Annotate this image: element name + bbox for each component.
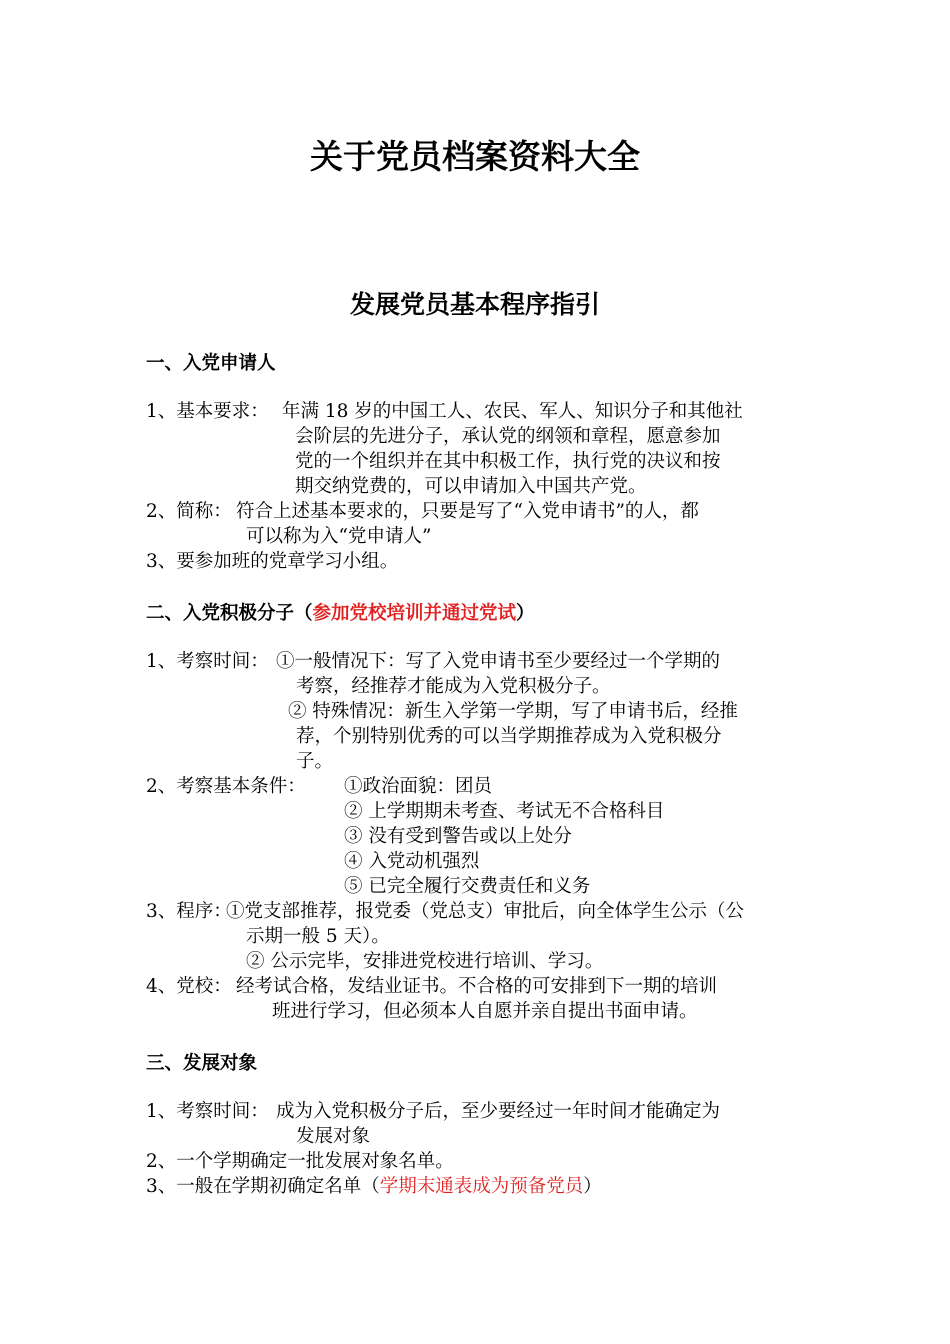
s3-p3-note: 学期末通表成为预备党员 [379,1176,584,1197]
s2-p1-line: 子。 [296,751,334,772]
s2-p4-label: 4、党校： [146,976,232,997]
s2-p2-item: ①政治面貌：团员 [344,776,493,797]
s1-p1-line: 年满 18 岁的中国工人、农民、军人、知识分子和其他社 [282,401,743,422]
s3-p2: 2、一个学期确定一批发展对象名单。 [146,1151,454,1172]
s3-p3-end: ） [583,1176,602,1197]
page-subtitle: 发展党员基本程序指引 [349,290,600,319]
s1-p2-label: 2、简称： [146,501,232,522]
page-title: 关于党员档案资料大全 [310,137,640,176]
section-heading-activist [146,599,535,625]
s2-p1-line: ② 特殊情况：新生入学第一学期，写了申请书后，经推 [288,701,738,722]
s2-p2-label: 2、考察基本条件： [146,776,306,797]
s2-p1-line: 考察，经推荐才能成为入党积极分子。 [296,676,611,697]
s3-p3 [146,1174,602,1199]
s2-p3-line: ①党支部推荐，报党委（党总支）审批后，向全体学生公示（公 [226,901,745,922]
s2-p2-item: ④ 入党动机强烈 [344,851,480,872]
s2-heading-end: ） [516,603,535,624]
section-heading-candidate: 三、发展对象 [146,1053,258,1074]
s1-p1-label: 1、基本要求： [146,401,269,422]
s2-heading-note: 参加党校培训并通过党试 [312,603,517,624]
s2-p2-item: ③ 没有受到警告或以上处分 [344,826,572,847]
s2-p3-line: 示期一般 5 天）。 [246,926,390,947]
s2-p1-label: 1、考察时间： [146,651,269,672]
section-heading-applicant: 一、入党申请人 [146,353,276,374]
s2-p4-line: 经考试合格，发结业证书。不合格的可安排到下一期的培训 [236,976,718,997]
s2-p1-line: 荐，个别特别优秀的可以当学期推荐成为入党积极分 [296,726,722,747]
s1-p2-line: 符合上述基本要求的，只要是写了“入党申请书”的人，都 [236,501,699,522]
s2-p3-label: 3、程序： [146,901,232,922]
s1-p2-line: 可以称为入“党申请人” [246,526,432,547]
s2-p1-line: ①一般情况下：写了入党申请书至少要经过一个学期的 [276,651,721,672]
s2-heading-text: 二、入党积极分子（ [146,603,313,624]
s3-p1-line: 成为入党积极分子后，至少要经过一年时间才能确定为 [276,1101,721,1122]
s2-p3-line: ② 公示完毕，安排进党校进行培训、学习。 [246,951,604,972]
s3-p1-label: 1、考察时间： [146,1101,269,1122]
s3-p1-line: 发展对象 [296,1126,371,1147]
s1-p1-line: 党的一个组织并在其中积极工作，执行党的决议和按 [295,451,721,472]
s1-p1-line: 会阶层的先进分子，承认党的纲领和章程，愿意参加 [295,426,721,447]
s2-p4-line: 班进行学习，但必须本人自愿并亲自提出书面申请。 [272,1001,698,1022]
s3-p3-text: 3、一般在学期初确定名单（ [146,1176,380,1197]
s2-p2-item: ⑤ 已完全履行交费责任和义务 [344,876,591,897]
s1-p3: 3、要参加班的党章学习小组。 [146,551,399,572]
s2-p2-item: ② 上学期期未考查、考试无不合格科目 [344,801,665,822]
s1-p1-line: 期交纳党费的，可以申请加入中国共产党。 [295,476,647,497]
